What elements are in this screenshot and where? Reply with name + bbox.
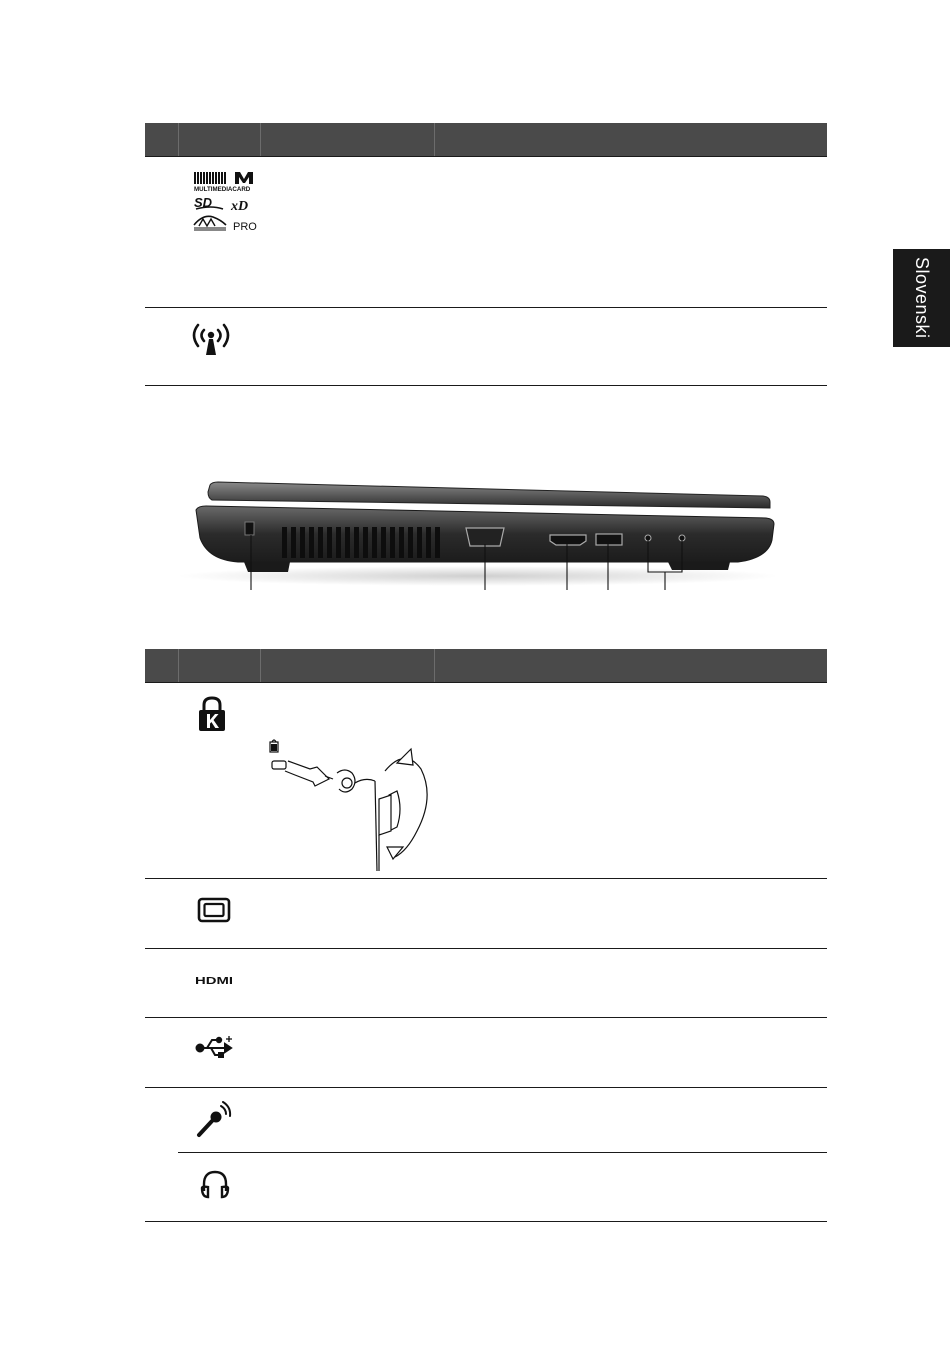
language-side-tab-label: Slovenski — [912, 257, 932, 339]
row-divider — [145, 1017, 827, 1018]
header-divider — [434, 649, 435, 682]
left-view-table — [145, 649, 827, 1224]
header-divider — [260, 649, 261, 682]
header-divider — [178, 123, 179, 156]
svg-text:PRO: PRO — [233, 221, 257, 233]
laptop-left-side-illustration — [178, 478, 778, 595]
table-header — [145, 123, 827, 157]
svg-text:SD: SD — [194, 195, 213, 210]
kensington-lock-icon — [196, 695, 228, 733]
svg-text:xD: xD — [231, 199, 249, 214]
wireless-icon — [189, 321, 233, 357]
row-divider — [145, 948, 827, 949]
row-divider — [178, 1152, 827, 1153]
usb-icon — [195, 1035, 235, 1059]
vga-monitor-icon — [197, 897, 231, 923]
header-divider — [260, 123, 261, 156]
headphones-icon — [199, 1169, 231, 1199]
card-reader-logos-icon — [193, 171, 259, 235]
row-divider — [145, 1087, 827, 1088]
kensington-lock-diagram — [255, 739, 440, 871]
svg-text:MULTIMEDIACARD: MULTIMEDIACARD — [194, 186, 251, 193]
svg-text:HDMI: HDMI — [195, 976, 234, 987]
microphone-icon — [195, 1101, 233, 1139]
table-header — [145, 649, 827, 683]
row-divider — [145, 307, 827, 308]
front-view-table — [145, 123, 827, 388]
header-divider — [178, 649, 179, 682]
row-divider — [145, 1221, 827, 1222]
hdmi-icon — [195, 973, 235, 987]
row-divider — [145, 385, 827, 386]
language-side-tab — [893, 249, 950, 347]
header-divider — [434, 123, 435, 156]
row-divider — [145, 878, 827, 879]
